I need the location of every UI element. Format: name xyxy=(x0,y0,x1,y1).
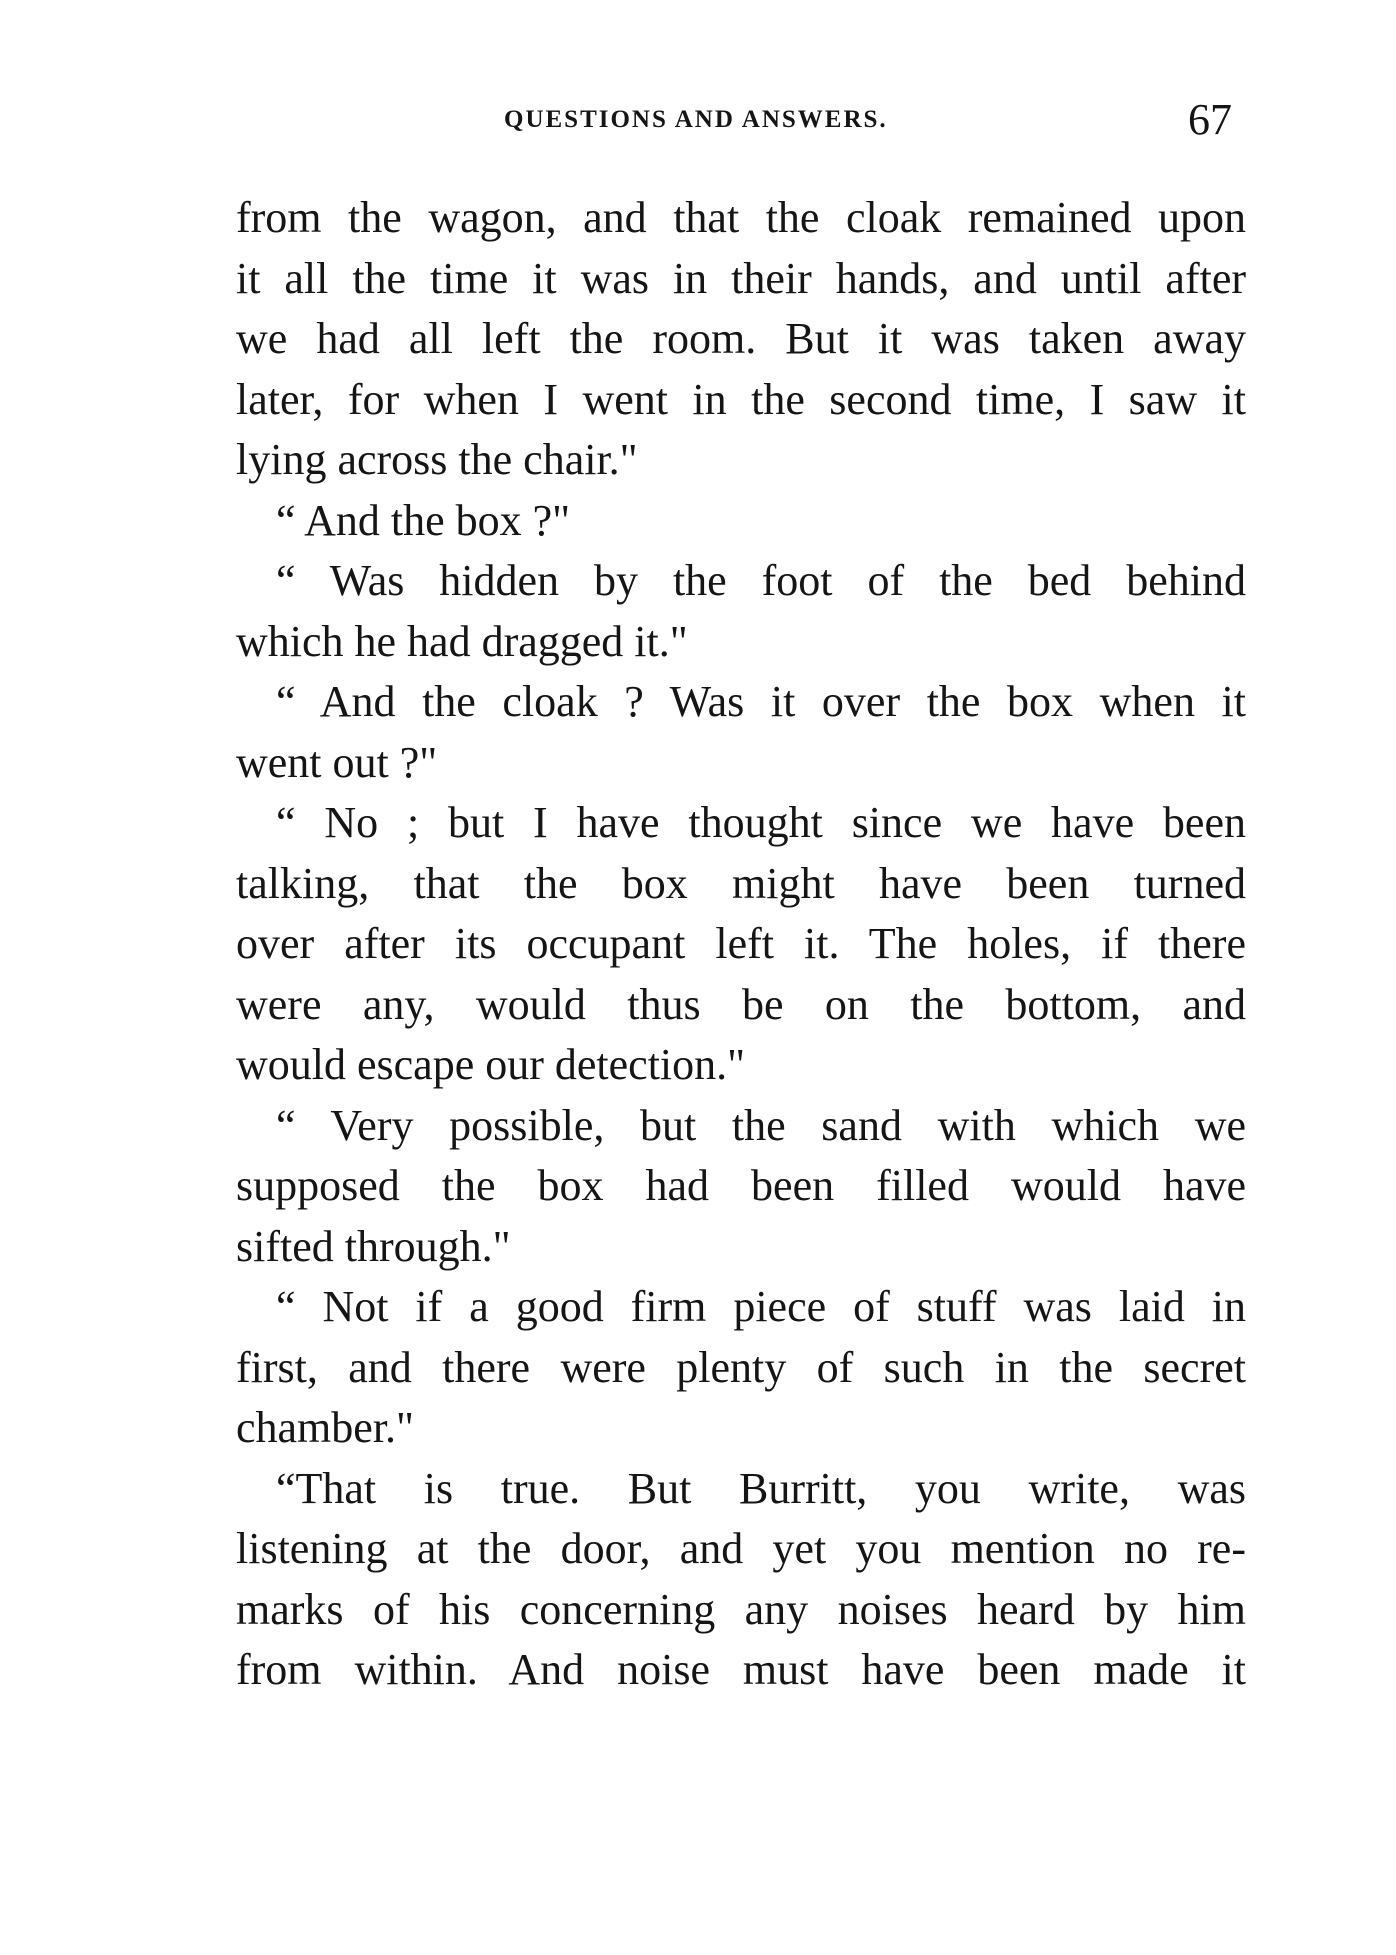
text-line: first, and there were plenty of such in the secret xyxy=(236,1342,1246,1392)
text-line: over after its occupant left it. The holes, if there xyxy=(236,919,1246,968)
text-line: later, for when I went in the second time, I saw it xyxy=(236,374,1246,424)
running-head xyxy=(236,95,1246,150)
text-line: went out ?" xyxy=(236,737,438,787)
text-line: “ And the box ?" xyxy=(276,495,571,545)
text-line: would escape our detection." xyxy=(236,1040,746,1089)
running-title: QUESTIONS AND ANSWERS. xyxy=(504,106,888,133)
text-line: from within. And noise must have been made it xyxy=(236,1645,1246,1694)
text-line: sifted through." xyxy=(236,1221,511,1271)
text-line: lying across the chair." xyxy=(236,435,638,484)
text-line: “ No ; but I have thought since we have been xyxy=(276,798,1246,847)
text-line: “ Not if a good firm piece of stuff was laid in xyxy=(276,1282,1246,1331)
text-line: from the wagon, and that the cloak remained upon xyxy=(236,193,1246,242)
text-line: were any, would thus be on the bottom, and xyxy=(236,979,1246,1029)
text-line: listening at the door, and yet you mention no re- xyxy=(236,1524,1246,1573)
text-line: “ Very possible, but the sand with which we xyxy=(276,1100,1246,1150)
text-line: marks of his concerning any noises heard by him xyxy=(236,1584,1246,1634)
page-number: 67 xyxy=(1188,95,1232,144)
text-line: talking, that the box might have been turned xyxy=(236,858,1246,908)
text-line: “ Was hidden by the foot of the bed behind xyxy=(276,556,1246,605)
text-line: “That is true. But Burritt, you write, was xyxy=(276,1463,1246,1513)
text-line: “ And the cloak ? Was it over the box when it xyxy=(276,677,1246,726)
text-line: supposed the box had been filled would have xyxy=(236,1161,1246,1210)
text-line: we had all left the room. But it was taken away xyxy=(236,314,1246,363)
text-line: chamber." xyxy=(236,1403,414,1452)
body-text xyxy=(236,188,1246,1701)
text-line: which he had dragged it." xyxy=(236,616,688,666)
text-line: it all the time it was in their hands, and until after xyxy=(236,253,1246,303)
